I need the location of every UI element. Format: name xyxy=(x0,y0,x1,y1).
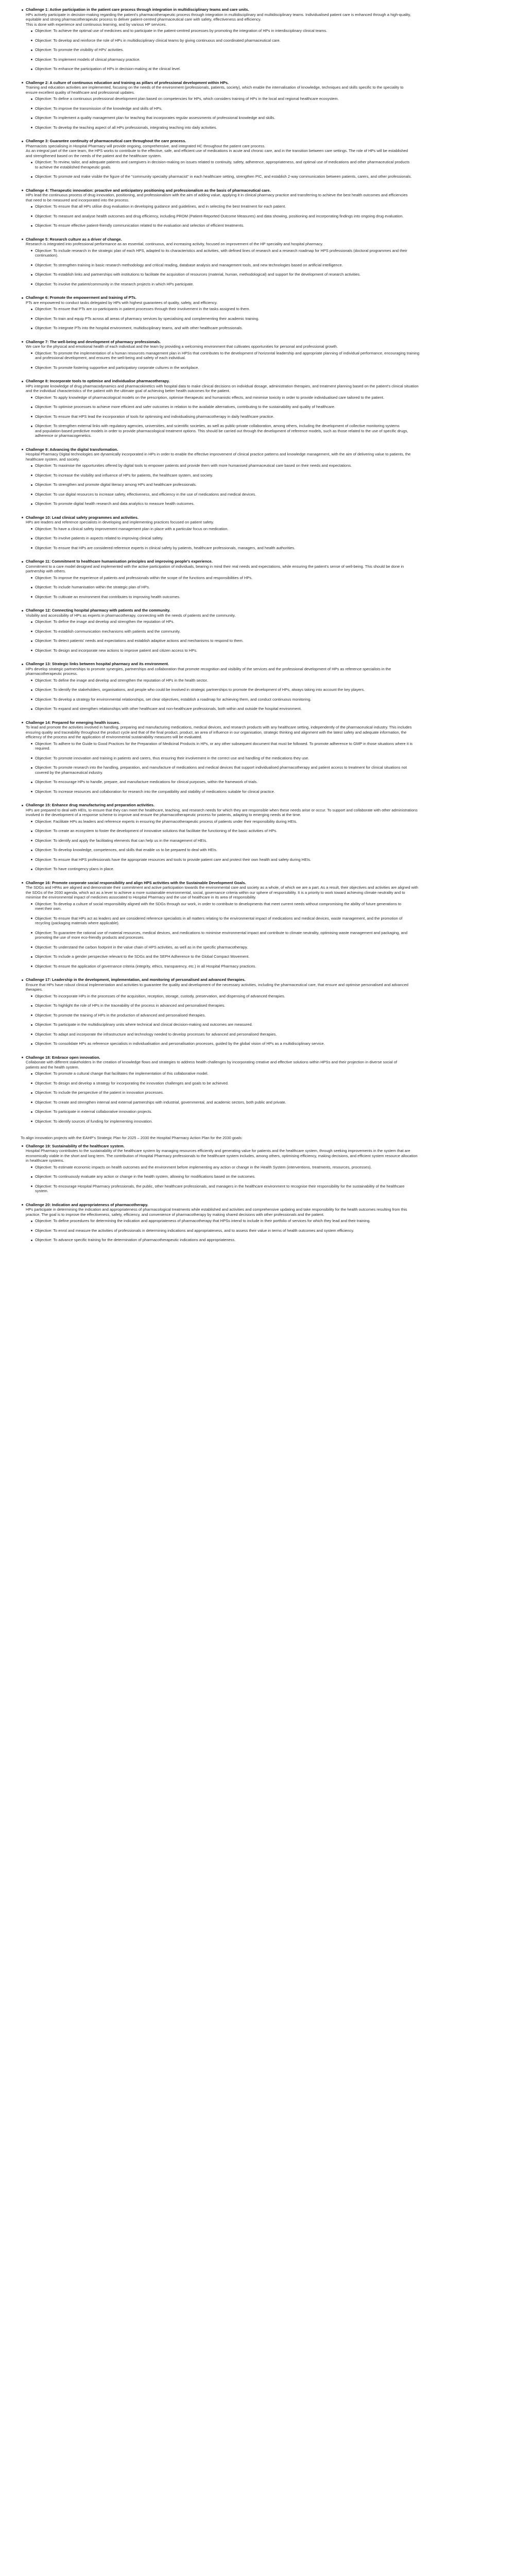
objective-text: Objective: To develop a culture of social responsibility aligned with the SDGs through our work, in order to contribute to developments that meet current needs without compromising the ability of future generations to xyxy=(35,901,402,906)
objective-bullet xyxy=(31,932,32,934)
objective-text: Objective: To enhance the participation of HPs in decision-making at the clinical level. xyxy=(35,66,181,71)
challenge-bullet xyxy=(22,190,23,191)
objective-text: Objective: To ensure that HPs act as leaders and are considered reference specialists in all matters relating to the environmental impact of medications and medical devices, waste management, and the promotion of xyxy=(35,916,403,921)
objective-bullet xyxy=(31,426,32,427)
challenge-body: economically viable in the short and long term. The contribution of Hospital Pharmacy professionals to the healthcare system includes, among others, optimising efficiency, making decisions, and efficient system resource allocation xyxy=(26,1153,418,1158)
challenge-body: HPs develop strategic partnerships to promote synergies, partnerships and collaboration that promote recognition and visibility of the services and the professional development of HPs as reference specialists in the xyxy=(26,666,391,671)
objective-bullet xyxy=(31,397,32,398)
challenge-body: partnership with others. xyxy=(26,569,66,573)
objective-bullet xyxy=(31,946,32,948)
challenge-body: and strengthened based on the needs of the patient and the healthcare system. xyxy=(26,153,162,158)
objective-text: Objective: To increase the visibility and influence of HPs for patients, the healthcare system, and society. xyxy=(35,472,213,478)
objective-bullet xyxy=(31,918,32,919)
objective-text: Objective: To identify the stakeholders, organisations, and people who could be involved in strategic partnerships to promote the development of HPs, always taking into account the key players. xyxy=(35,687,365,692)
objective-text: Objective: To promote the implementation of a human resources management plan in HPSs that contributes to the development of horizontal leadership and appropriate planning of individual performance, encouraging training xyxy=(35,350,420,355)
objective-bullet xyxy=(31,1185,32,1187)
objective-bullet xyxy=(31,108,32,109)
objective-bullet xyxy=(31,162,32,163)
challenge-body: involved in the development of a response scheme to improve and ensure the pharmacotherapeutic process for patients, adapting to emerging needs at the time. xyxy=(26,812,301,817)
objective-text: Objective: To optimise processes to achieve more efficient and safer outcomes in relation to the available alternatives, contributing to the sustainability and quality of healthcare. xyxy=(35,404,335,409)
objective-text: and professional development, and ensures the well-being and safety of each individual. xyxy=(35,355,186,360)
challenge-bullet xyxy=(22,1204,23,1206)
objective-bullet xyxy=(31,309,32,310)
objective-bullet xyxy=(31,621,32,623)
objective-text: Objective: To encourage HPs to handle, prepare, and manufacture medications for clinical purposes, within the framework of trials. xyxy=(35,779,258,784)
objective-text: covered by the pharmaceutical industry. xyxy=(35,770,104,775)
objective-bullet xyxy=(31,821,32,822)
challenge-bullet xyxy=(22,1145,23,1147)
objective-text: Objective: To implement models of clinical pharmacy practice. xyxy=(35,57,141,62)
objective-text: Objective: To encourage Hospital Pharmacy professionals, the public, other healthcare professionals, and managers in the healthcare environment to recognise their responsibility for the sustainability of the healthcare xyxy=(35,1183,405,1189)
challenge-body: HPs integrate knowledge of drug pharmacodynamics and pharmacokinetics with hospital data to make clinical decisions on individual dosage, administration therapies, and treatment planning based on the patient's clinical situation xyxy=(26,383,419,388)
challenge-heading: Challenge 6: Promote the empowerment and training of PTs. xyxy=(26,295,136,300)
objective-bullet xyxy=(31,831,32,832)
objective-bullet xyxy=(31,1033,32,1035)
objective-text: Objective: To promote fostering supportive and participatory corporate cultures in the workplace. xyxy=(35,365,199,370)
objective-bullet xyxy=(31,474,32,476)
objective-bullet xyxy=(31,98,32,100)
objective-text: Objective: To include a gender perspective relevant to the SDGs and the SEPH Adherence to the Global Compact Movement. xyxy=(35,954,250,959)
objective-text: Objective: To include humanisation within the strategic plan of HPs. xyxy=(35,585,150,589)
objective-bullet xyxy=(31,328,32,329)
objective-bullet xyxy=(31,1221,32,1222)
objective-bullet xyxy=(31,903,32,905)
objective-text: Objective: To promote a cultural change that facilitates the implementation of this collaborative model. xyxy=(35,1071,209,1076)
objective-text: Objective: To improve the transmission of the knowledge and skills of HPs. xyxy=(35,106,163,111)
objective-bullet xyxy=(31,49,32,51)
objective-bullet xyxy=(31,577,32,579)
objective-text: and population-based predictive models in order to provide pharmacological treatment options. This should be carried out through the development of reference models, such as those related to the use of specific drugs, xyxy=(35,428,408,433)
objective-text: required. xyxy=(35,746,50,751)
objective-bullet xyxy=(31,352,32,354)
objective-bullet xyxy=(31,264,32,266)
challenge-body: HPs are leaders and reference specialists in developing and implementing practices focused on patient safety. xyxy=(26,520,214,524)
objective-bullet xyxy=(31,547,32,549)
challenge-body: patients and the health system. xyxy=(26,1064,79,1070)
objective-text: Objective: To consolidate HPs as reference specialists in individualisation and personalisation processes, guided by the global vision of HPs as a multidisciplinary service. xyxy=(35,1041,325,1046)
objective-text: Objective: To identify and apply the facilitating elements that can help us in the management of HEIs. xyxy=(35,838,208,843)
objective-text: Objective: To enrol and measure the activities of professionals in determining indications and appropriateness, and to assess their value in terms of health outcomes and system efficiency. xyxy=(35,1228,354,1233)
objective-text: Objective: To include the perspective of the patient in innovation processes. xyxy=(35,1090,164,1095)
challenge-body: equitable and strong pharmacotherapeutic process to deliver patient-centred pharmaceutical care with safety, effectiveness and efficiency. xyxy=(26,17,262,22)
objective-text: system. xyxy=(35,1189,48,1193)
challenge-bullet xyxy=(22,561,23,563)
challenge-body: in healthcare systems. xyxy=(26,1158,64,1163)
objective-bullet xyxy=(31,494,32,495)
objective-text: Objective: To promote the visibility of HPs' activities. xyxy=(35,47,124,52)
objective-bullet xyxy=(31,1073,32,1075)
objective-text: Objective: To increase resources and collaboration for research into the compatibility and stability of medications suitable for clinical practice. xyxy=(35,789,275,794)
objective-text: Objective: To maximise the opportunities offered by digital tools to empower patients and provide them with more humanised pharmaceutical care based on their needs and expectations. xyxy=(35,463,352,468)
objective-bullet xyxy=(31,680,32,681)
objective-text: Objective: To improve the experience of patients and professionals within the scope of the functions and responsibilities of HPs. xyxy=(35,575,253,580)
challenge-body: Collaborate with different stakeholders in the creation of knowledge flows and strategies to address health challenges by incorporating creative and effective solutions within HPSs and their projection in diverse social of xyxy=(26,1060,397,1064)
objective-bullet xyxy=(31,757,32,759)
objective-text: Objective: To highlight the role of HPs in the traceability of the process in advanced and personalised therapies. xyxy=(35,1003,226,1008)
objective-text: Objective: To measure and analyse health outcomes and drug efficiency, including PROM (Patient-Reported Outcome Measures) and data showing, positioning and incorporating findings into ongoing drug evaluation. xyxy=(35,213,404,218)
objective-bullet xyxy=(31,176,32,178)
challenge-heading: Challenge 16: Promote corporate social responsibility and align HPS activities with the Sustainable Development Goals. xyxy=(26,880,246,885)
objective-text: Objective: To identify sources of funding for implementing innovation. xyxy=(35,1118,153,1124)
objective-bullet xyxy=(31,250,32,251)
objective-text: Objective: To ensure that all HPs utilise drug evaluation in developing guidance and guidelines, and in selecting the best treatment for each patient. xyxy=(35,204,286,209)
objective-bullet xyxy=(31,995,32,997)
challenge-body: ensure excellent quality of healthcare and professional updates. xyxy=(26,90,135,95)
objective-bullet xyxy=(31,596,32,598)
challenge-heading: Challenge 20: Indication and appropriateness of pharmacotherapy. xyxy=(26,1202,148,1207)
objective-text: Objective: To define procedures for determining the indication and appropriateness of pharmacotherapy that HPSs intend to include in their portfolio of services for which they lead and their training. xyxy=(35,1218,371,1223)
objective-text: Objective: To strengthen external links with regulatory agencies, universities, and scientific societies, as well as public-private collaboration, among others, including the development of collective monitoring systems xyxy=(35,423,400,428)
challenge-body: healthcare system, and society. xyxy=(26,456,80,462)
objective-text: Objective: To participate in the multidisciplinary units where technical and clinical decision-making and outcomes are measured. xyxy=(35,1022,253,1027)
objective-bullet xyxy=(31,528,32,530)
objective-bullet xyxy=(31,1111,32,1113)
objective-text: Objective: To ensure that HPs are considered reference experts in clinical safety by patients, healthcare professionals, managers, and health authorities. xyxy=(35,545,296,550)
challenge-bullet xyxy=(22,141,23,142)
objective-bullet xyxy=(31,503,32,505)
objective-text: Objective: To promote innovation and training in patients and carers, thus ensuring their involvement in the correct use and handling of the medications they use. xyxy=(35,755,310,760)
objective-bullet xyxy=(31,30,32,32)
challenge-body: Ensure that HPs have robust clinical implementation and activities to guarantee the quality and development of the necessary activities, including the pharmaceutical care, that ensure and optimise personalised and advanced xyxy=(26,982,408,987)
challenge-bullet xyxy=(22,610,23,612)
challenge-body: minimise the environmental impact of medicines associated to Hospital Pharmacy and the use of healthcare in its area of responsibility. xyxy=(26,895,256,900)
objective-bullet xyxy=(31,538,32,539)
objective-text: Objective: To strengthen training in basic research methodology and critical reading, database analysis and management tools, and new technologies based on artificial intelligence. xyxy=(35,262,343,267)
challenge-bullet xyxy=(22,9,23,11)
challenge-heading: Challenge 13: Strategic links between hospital pharmacy and its environment. xyxy=(26,662,169,666)
objective-bullet xyxy=(31,965,32,967)
objective-bullet xyxy=(31,956,32,958)
objective-text: Objective: To achieve the optimal use of medicines and to participate in the patient-centred processes by promoting the integration of HPs in interdisciplinary clinical teams. xyxy=(35,28,328,33)
objective-bullet xyxy=(31,708,32,710)
objective-bullet xyxy=(31,650,32,651)
challenge-body: As an integral part of the care team, the HPS works to contribute to the effective, safe, and efficient use of medications in acute and chronic care, and in the transition between care settings. The role of HPs will be established xyxy=(26,148,408,153)
challenge-heading: Challenge 19: Sustainability of the healthcare system. xyxy=(26,1143,125,1148)
objective-text: Objective: To train and equip PTs across all areas of pharmacy services by specialising and complementing their academic training. xyxy=(35,316,260,321)
challenge-body: Commitment to a care model designed and implemented with the active participation of individuals, bearing in mind their real needs and expectations, while ensuring the patient's sense of well-being. This should be done in xyxy=(26,564,404,569)
objective-text: Objective: To promote digital health research and data analytics to measure health outcomes. xyxy=(35,501,195,506)
objective-bullet xyxy=(31,1166,32,1168)
objective-text: Objective: To ensure the application of governance criteria (integrity, ethics, transparency, etc.) in all Hospital Pharmacy practices. xyxy=(35,963,256,969)
objective-text: Objective: To define the image and develop and strengthen the reputation of HPs in the health sector. xyxy=(35,677,208,683)
challenge-body: We care for the physical and emotional health of each individual and the team by providing a welcoming environment that cultivates opportunities for personal and professional growth. xyxy=(26,344,338,349)
challenge-heading: Challenge 12: Connecting hospital pharmacy with patients and the community. xyxy=(26,608,170,613)
objective-bullet xyxy=(31,587,32,588)
challenge-bullet xyxy=(22,805,23,806)
objective-bullet xyxy=(31,406,32,408)
challenge-bullet xyxy=(22,1057,23,1058)
objective-text: Objective: To apply knowledge of pharmacological models on the prescription, optimise therapeutic and humanistic effects, and minimise toxicity in order to provide individualised care tailored to the patient. xyxy=(35,395,385,400)
objective-text: Objective: To strengthen and promote digital literacy among HPs and healthcare professionals. xyxy=(35,482,197,487)
intro-note: To align innovation projects with the EAHP's Strategic Plan for 2025 – 2030 the Hospital Pharmacy Action Plan for the 2030 goals: xyxy=(21,1136,243,1140)
objective-bullet xyxy=(31,631,32,632)
objective-text: to achieve the established therapeutic goals. xyxy=(35,164,112,170)
objective-text: Objective: To establish communication mechanisms with patients and the community. xyxy=(35,629,181,634)
challenge-body: efficiency of the process and the application of environmental sustainability measures will be evaluated. xyxy=(26,735,202,739)
challenge-bullet xyxy=(22,517,23,518)
challenge-body: HPs participate in determining the indication and appropriateness of pharmacological treatments while established and activities and comprehensive updating and take responsibility for the health outcomes resulting from this xyxy=(26,1207,407,1212)
objective-text: Objective: To promote the training of HPs in the production of advanced and personalised therapies. xyxy=(35,1012,206,1018)
objective-text: Objective: To develop and reinforce the role of HPs in multidisciplinary clinical teams by giving continuous and coordinated pharmaceutical care. xyxy=(35,38,281,43)
objective-text: Objective: To incorporate HPs in the processes of the acquisition, reception, storage, custody, preservation, and dispensing of advanced therapies. xyxy=(35,993,285,998)
objective-bullet xyxy=(31,283,32,285)
challenge-body: HPs are prepared to deal with HEIs, to ensure that they can meet the healthcare, teaching, and research needs for which they are responsible when these needs arise or occur. To support and collaborate with other administrations xyxy=(26,807,418,812)
objective-bullet xyxy=(31,1121,32,1122)
objective-text: Objective: To advance specific training for the determination of pharmacotherapeutic indications and appropriateness. xyxy=(35,1238,236,1242)
challenge-body: HPs lead the continuous process of drug innovation, positioning, and professionalism with the aim of adding value, applying it in clinical pharmacy practice and transferring to achieve the best health outcomes and efficiencies xyxy=(26,193,408,197)
objective-text: Objective: To have a clinical safety improvement management plan in place with a particular focus on medication. xyxy=(35,526,229,531)
objective-bullet xyxy=(31,117,32,119)
challenge-heading: Challenge 18: Embrace open innovation. xyxy=(26,1055,100,1060)
objective-bullet xyxy=(31,859,32,860)
objective-bullet xyxy=(31,850,32,851)
objective-bullet xyxy=(31,416,32,417)
challenge-body: practice. The goal is to improve the effectiveness, safety, efficiency, and convenience of pharmacotherapy by making shared decisions with other professionals and the patient. xyxy=(26,1212,324,1217)
objective-text: Objective: To define the image and develop and strengthen the reputation of HPs. xyxy=(35,619,175,624)
objective-text: Objective: To participate in external collaborative innovation projects. xyxy=(35,1109,152,1114)
objective-bullet xyxy=(31,869,32,870)
challenge-body: the SDGs of the 2030 agenda, which act as a lever to achieve a more sustainable environmental, social, governance criteria within our sphere of responsibility. It is a priority to work toward achieving climate neutrality and to xyxy=(26,890,405,895)
challenge-body: Pharmacists specialising in Hospital Pharmacy will provide ongoing, comprehensive, and integrated HC throughout the patient care process. xyxy=(26,143,266,148)
challenge-body: and the individual characteristics of the patient with the ultimate goal of achieving better health outcomes for the patient. xyxy=(26,388,230,393)
objective-text: Objective: To estimate economic impacts on health outcomes and the environment before implementing any action or change in the Health System (interventions, treatments, resources, processes). xyxy=(35,1164,372,1170)
challenge-body: therapies. xyxy=(26,987,43,992)
objective-text: Objective: To involve patients in aspects related to improving clinical safety. xyxy=(35,536,164,540)
objective-text: Objective: To ensure that HPS lead the incorporation of tools for optimising and individualising pharmacotherapy in daily healthcare practice. xyxy=(35,414,274,419)
challenge-bullet xyxy=(22,297,23,299)
objective-bullet xyxy=(31,1176,32,1178)
objective-bullet xyxy=(31,1082,32,1084)
objective-bullet xyxy=(31,1230,32,1231)
challenge-heading: Challenge 10: Lead clinical safety programmes and activities. xyxy=(26,515,139,520)
challenge-heading: Challenge 8: Incorporate tools to optimise and individualise pharmacotherapy. xyxy=(26,379,170,383)
objective-bullet xyxy=(31,767,32,769)
objective-bullet xyxy=(31,1240,32,1241)
objective-bullet xyxy=(31,206,32,208)
challenge-bullet xyxy=(22,882,23,884)
objective-bullet xyxy=(31,484,32,486)
challenge-heading: Challenge 17: Leadership in the development, implementation, and monitoring of personalised and advanced therapies. xyxy=(26,977,246,982)
challenge-bullet xyxy=(22,82,23,83)
challenge-heading: Challenge 5: Research culture as a driver of change. xyxy=(26,236,122,242)
objective-text: Objective: To detect patients' needs and expectations and establish adaptive actions and mechanisms to respond to them. xyxy=(35,638,244,643)
challenge-heading: Challenge 15: Enhance drug manufacturing and preparation activities. xyxy=(26,803,155,807)
objective-bullet xyxy=(31,274,32,276)
objective-bullet xyxy=(31,318,32,319)
objective-bullet xyxy=(31,127,32,128)
objective-bullet xyxy=(31,689,32,691)
objective-bullet xyxy=(31,1092,32,1094)
objective-bullet xyxy=(31,225,32,227)
objective-text: meet their own. xyxy=(35,906,62,911)
objective-text: promoting the use of more eco-friendly products and processes. xyxy=(35,935,145,940)
objective-text: continuation). xyxy=(35,253,59,258)
challenge-heading: Challenge 1: Active participation in the patient care process through integration in multidisciplinary teams and care units. xyxy=(26,7,249,12)
objective-bullet xyxy=(31,69,32,70)
objective-text: Objective: To guarantee the rational use of material resources, medical devices, and medications to minimise environmental impact and contribute to climate neutrality, optimising waste management and packaging, and xyxy=(35,930,408,935)
challenge-heading: Challenge 3: Guarantee continuity of pharmaceutical care throughout the care process. xyxy=(26,139,186,143)
objective-text: Objective: To adhere to the Guide to Good Practices for the Preparation of Medicinal Products in HPs, or any other subsequent document that must be followed. To promote adherence to GMP in those situations where it is xyxy=(35,741,413,746)
objective-text: Objective: To ensure that HPS professionals have the appropriate resources and tools to provide patient care and protect their own health and safety during HEIs. xyxy=(35,857,312,862)
challenge-body: PTs are empowered to conduct tasks delegated by HPs with highest guarantees of quality, safety, and efficiency. xyxy=(26,300,218,305)
objective-text: Objective: To ensure effective patient-friendly communication related to the evaluation and selection of efficient treatments. xyxy=(35,223,245,228)
challenge-body: This is done with experience and continuous learning, and by various HP services. xyxy=(26,22,167,27)
challenge-bullet xyxy=(22,979,23,981)
objective-bullet xyxy=(31,743,32,744)
challenge-heading: Challenge 4: Therapeutic innovation: proactive and anticipatory positioning and professionalism as the basis of pharmaceutical care. xyxy=(26,188,271,193)
objective-bullet xyxy=(31,640,32,642)
objective-text: Objective: To define a continuous professional development plan based on competencies for HPs, which considers training of HPs in the local and regional healthcare ecosystem. xyxy=(35,96,339,101)
challenge-heading: Challenge 11: Commitment to healthcare humanisation principles and improving people's experience. xyxy=(26,559,213,564)
objective-bullet xyxy=(31,699,32,700)
objective-text: Objective: To create and strengthen internal and external partnerships with industrial, governmental, and academic sectors, both public and private. xyxy=(35,1099,286,1105)
objective-bullet xyxy=(31,465,32,467)
objective-bullet xyxy=(31,1043,32,1045)
objective-text: Objective: To ensure that PTs are co-participants in patient processes through their involvement in the tasks assigned to them. xyxy=(35,307,250,311)
objective-text: Objective: To review, tailor, and adequate patients and caregivers in decision-making on issues related to continuity, safety, adherence, appropriateness, and optimal use of medications and other pharmaceutical products xyxy=(35,160,410,164)
objective-text: recycling (packaging materials where applicable). xyxy=(35,921,119,925)
challenge-bullet xyxy=(22,341,23,343)
objective-bullet xyxy=(31,367,32,368)
objective-text: Objective: To involve the patient/community in the research projects in which HPs participate. xyxy=(35,281,194,286)
challenge-body: To lead and promote the activities involved in handling, preparing and manufacturing medications, medical devices, and research products with any healthcare setting, independently of the pharmaceutical industry. This includes xyxy=(26,725,412,730)
objective-text: adherence or pharmacogenetics. xyxy=(35,433,92,438)
challenge-bullet xyxy=(22,664,23,665)
objective-text: Objective: To cultivate an environment that contributes to improving health outcomes. xyxy=(35,594,181,599)
challenge-body: HPs actively participate in decision-making regarding the patient's pharmacotherapeutic process through integration in multidisciplinary and multidisciplinary teams. Individualised patient care is enhanced through a high-quality, xyxy=(26,12,411,17)
objective-text: Objective: To promote research into the handling, preparation, and manufacture of medications and medical devices that support individualised pharmacotherapy and patient access to treatment for clinical situations not xyxy=(35,765,407,770)
objective-bullet xyxy=(31,1101,32,1103)
challenge-bullet xyxy=(22,381,23,382)
challenge-heading: Challenge 9: Advancing the digital transformation. xyxy=(26,447,118,452)
objective-bullet xyxy=(31,1014,32,1016)
challenge-heading: Challenge 7: The well-being and development of pharmacy professionals. xyxy=(26,339,161,344)
objective-text: Objective: Facilitate HPs as leaders and reference experts in ensuring the pharmacotherapeutic process of patients under their responsibility during HEIs. xyxy=(35,819,298,824)
objective-bullet xyxy=(31,1024,32,1026)
objective-bullet xyxy=(31,1005,32,1007)
challenge-body: that need to be measured and incorporated into the process. xyxy=(26,197,129,202)
objective-bullet xyxy=(31,782,32,783)
objective-bullet xyxy=(31,215,32,217)
objective-bullet xyxy=(31,791,32,792)
objective-text: Objective: To develop the teaching aspect of all HPs professionals, integrating teaching into daily activities. xyxy=(35,125,217,130)
challenge-body: The SDGs and HPAs are aligned and demonstrate their commitment and active participation towards the environmental care and society as a whole, of which we are a part. As a result, their objectives and activities are aligned with xyxy=(26,885,418,890)
objective-text: Objective: To include research in the strategic plan of each HPS, adapted to its characteristics and activities, with defined lines of research and a research roadmap for HPS professionals (doctoral programmes and their xyxy=(35,248,407,253)
objective-text: Objective: To design and develop a strategy for incorporating the innovation challenges and goals to be achieved. xyxy=(35,1080,229,1086)
challenge-body: Visibility and accessibility of HPs as experts in pharmacotherapy, connecting with the needs of patients and the community. xyxy=(26,613,236,618)
objective-bullet xyxy=(31,40,32,41)
objective-text: Objective: To implement a quality management plan for teaching that incorporates regular assessments of professional knowledge and skills. xyxy=(35,115,276,120)
objective-text: Objective: To develop a strategy for environmental relationships, set clear objectives, establish a roadmap for achieving them, and conduct continuous monitoring. xyxy=(35,697,312,702)
challenge-bullet xyxy=(22,449,23,450)
challenge-body: Training and education activities are implemented, focusing on the needs of the environment (professionals, patients, society), which enable the internalisation of knowledge, techniques and skills specific to the speciality to xyxy=(26,85,404,90)
challenge-body: ensuring quality and traceability throughout the product cycle and that of the final product, product, an area of influence in our organisation, strategic thinking and alignment with the latest safety and adequate information, the xyxy=(26,730,407,735)
challenge-body: pharmacotherapeutic process. xyxy=(26,671,78,676)
objective-text: Objective: To have contingency plans in place. xyxy=(35,867,114,871)
challenge-bullet xyxy=(22,239,23,240)
objective-text: Objective: To establish links and partnerships with institutions to facilitate the acquisition of resources (material, human, methodological) and support for the development of research activities. xyxy=(35,272,361,277)
objective-text: Objective: To develop knowledge, competences, and skills that enable us to be prepared to deal with HEIs. xyxy=(35,848,217,852)
objective-text: Objective: To understand the carbon footprint in the value chain of HPS activities, as well as in the specific pharmacotherapy. xyxy=(35,944,248,950)
challenge-body: Hospital Pharmacy contributes to the sustainability of the healthcare system by managing resources efficiently and generating value for patients and the healthcare system, through seeking improvements in the system that are xyxy=(26,1148,410,1153)
objective-bullet xyxy=(31,59,32,60)
challenge-heading: Challenge 2: A culture of continuous education and training as pillars of professional development within HPs. xyxy=(26,80,229,85)
challenge-body: Research is integrated into professional performance as an essential, continuous, and increasing activity, focused on improvement of the HP speciality and hospital pharmacy. xyxy=(26,242,323,246)
objective-bullet xyxy=(31,840,32,841)
objective-text: Objective: To create an ecosystem to foster the development of innovative solutions that facilitate the functioning of the basic activities of HPs. xyxy=(35,828,278,833)
objective-text: Objective: To design and incorporate new actions to improve patient and citizen access to HPs. xyxy=(35,648,198,653)
challenge-heading: Challenge 14: Prepared for emerging health issues. xyxy=(26,720,120,725)
objective-text: Objective: To promote and make visible the figure of the "community specialty pharmacist" in each healthcare setting, strengthen PIC, and establish 2-way communication between patients, carers, and other professionals. xyxy=(35,174,412,179)
challenge-bullet xyxy=(22,722,23,723)
objective-text: Objective: To expand and strengthen relationships with other healthcare and non-healthcare professionals, both within and outside the hospital environment. xyxy=(35,706,302,711)
objective-text: Objective: To continuously evaluate any action or change in the health system, allowing for modifications based on the outcomes. xyxy=(35,1174,256,1179)
challenge-body: Hospital Pharmacy Digital technologies are dynamically incorporated in HPs in order to enable the effective improvement of clinical practice patterns and knowledge management, with the aim of delivering value to patients, the xyxy=(26,452,411,456)
objective-text: Objective: To use digital resources to increase safety, effectiveness, and efficiency in the use of medications and medical devices. xyxy=(35,492,256,497)
objective-text: Objective: To adapt and incorporate the infrastructure and technology needed to develop processes for advanced and personalised therapies. xyxy=(35,1031,277,1037)
objective-text: Objective: To integrate PTs into the hospital environment, multidisciplinary teams, and with other healthcare professionals. xyxy=(35,326,243,330)
